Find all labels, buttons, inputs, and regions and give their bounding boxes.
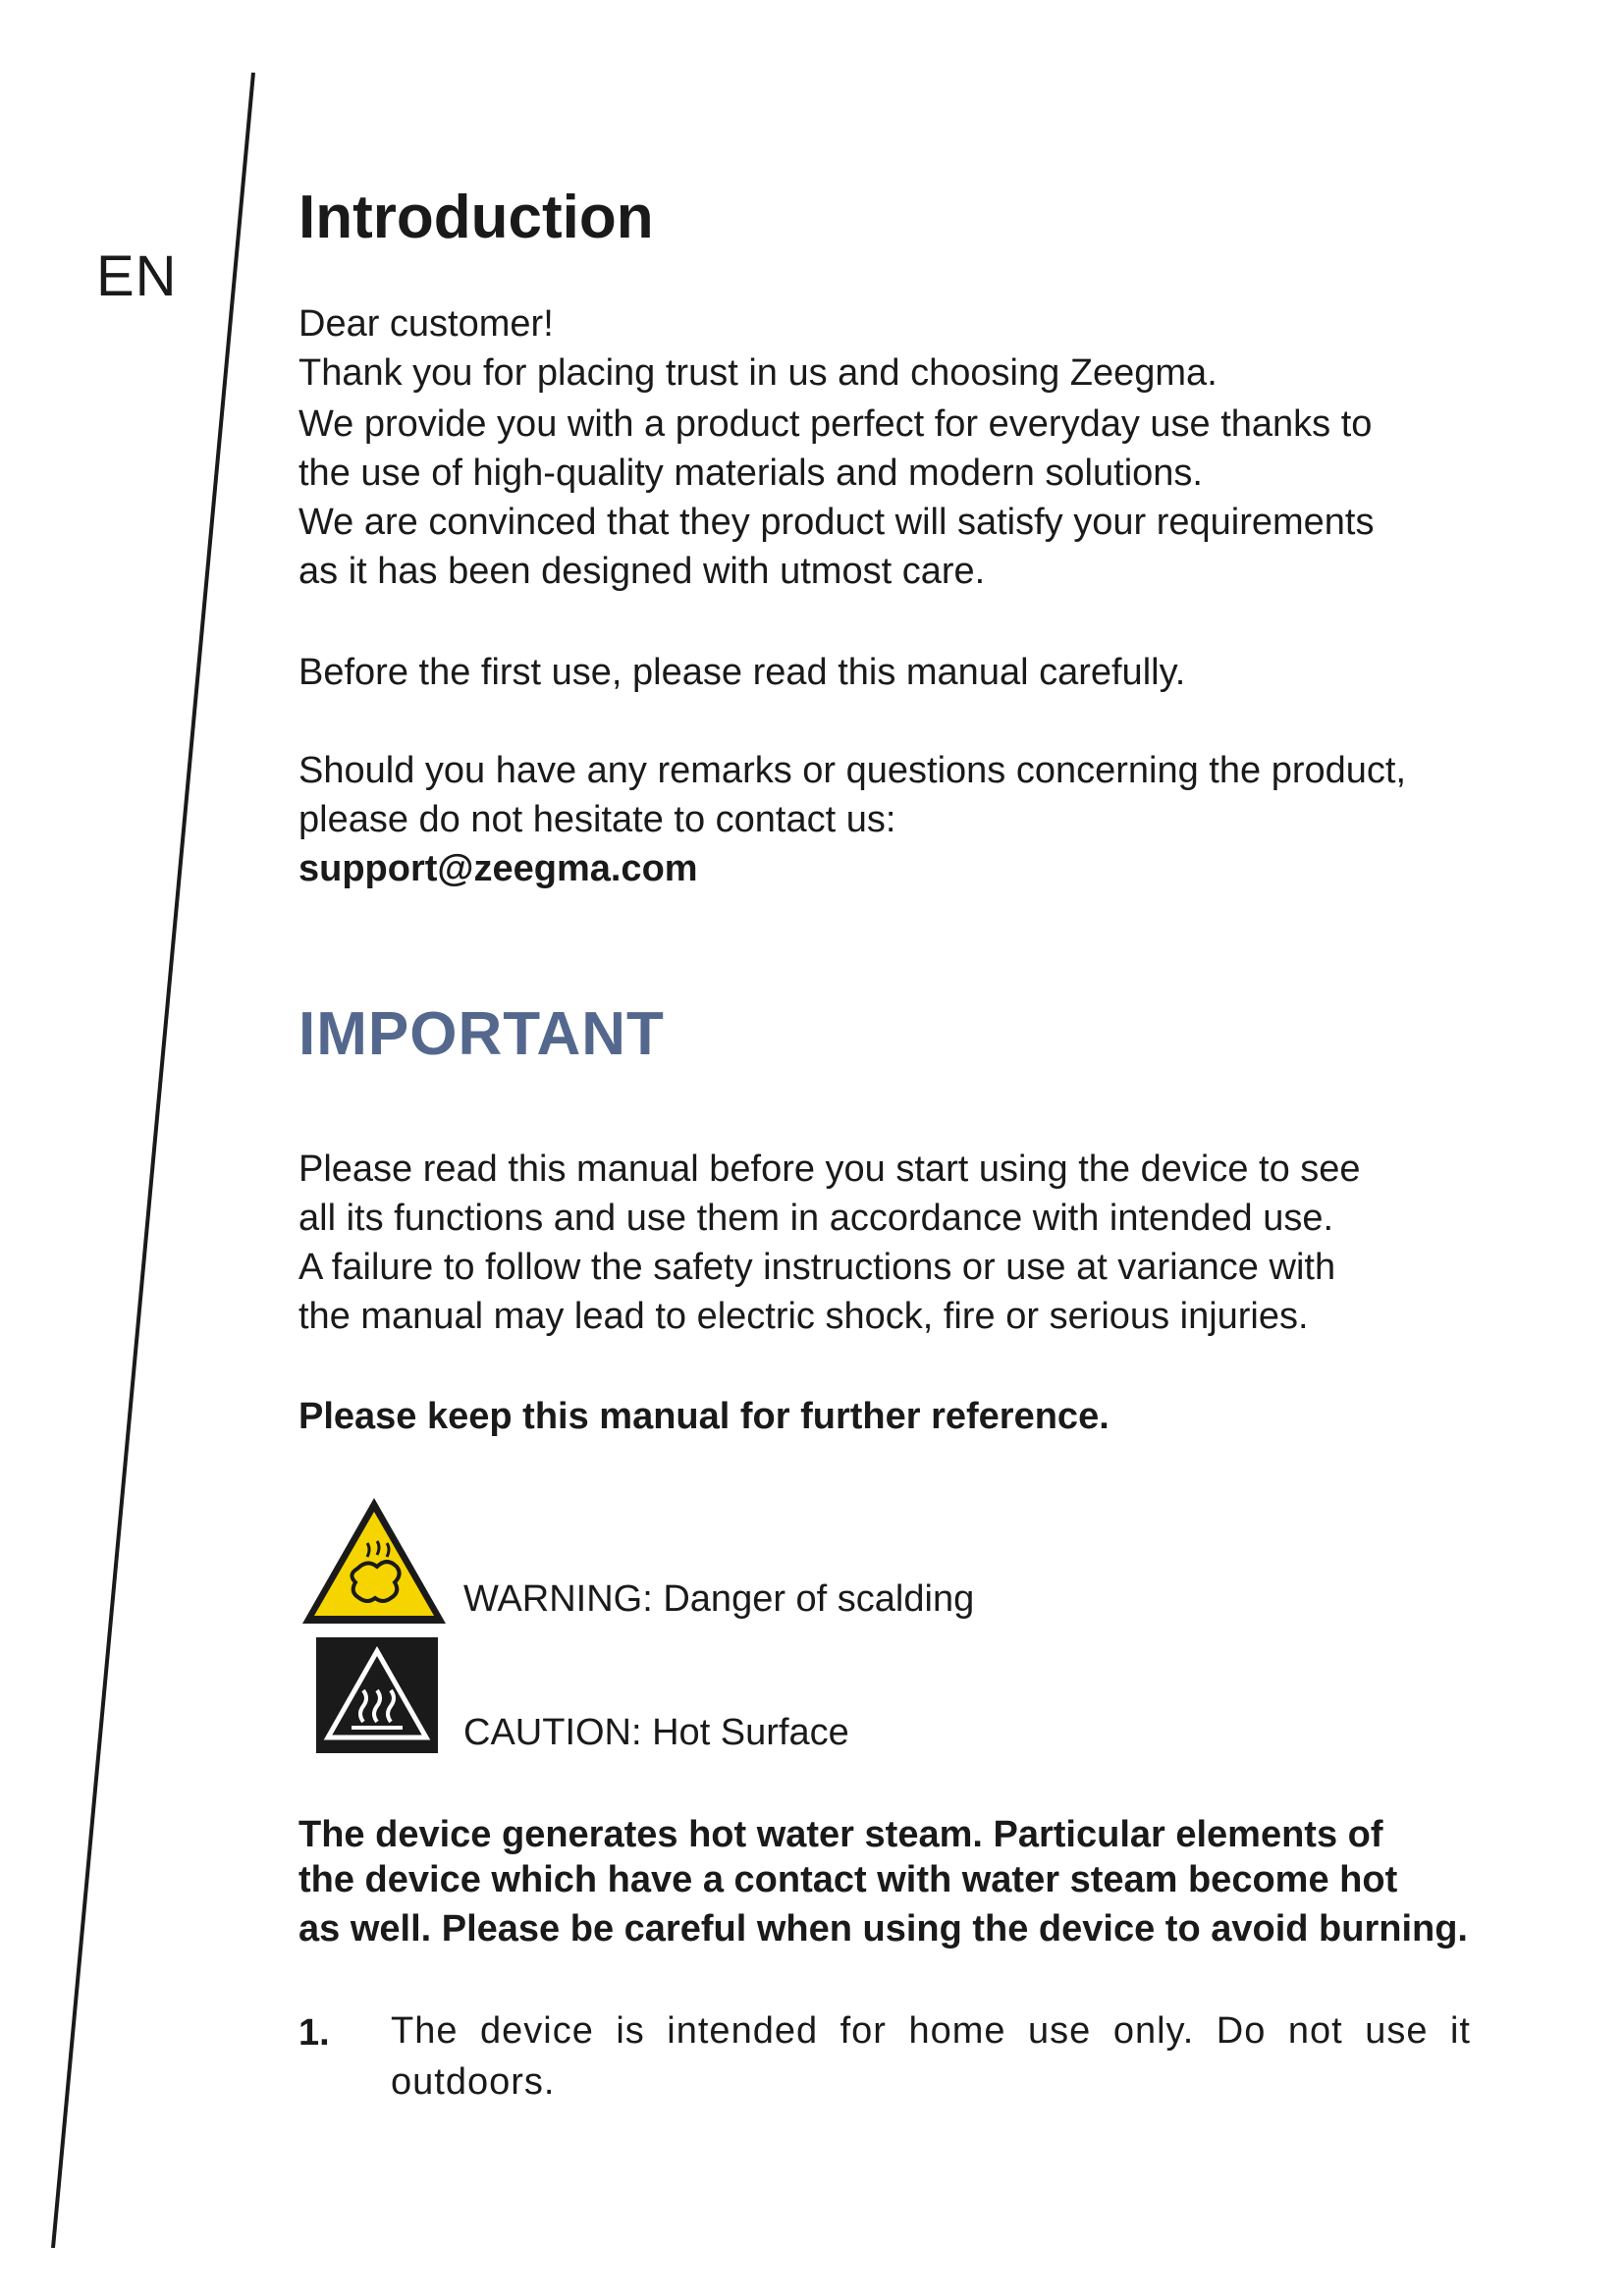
important-line: Please read this manual before you start using the device to see: [298, 1148, 1361, 1190]
intro-line: the use of high-quality materials and modern solutions.: [298, 453, 1203, 494]
list-item-number: 1.: [298, 2012, 330, 2054]
intro-line: as it has been designed with utmost care.: [298, 551, 986, 592]
intro-line: Dear customer!: [298, 303, 554, 345]
important-paragraph: [298, 1145, 1361, 1341]
steam-warning-line: The device generates hot water steam. Particular elements of: [298, 1814, 1383, 1855]
contact-line: Should you have any remarks or questions concerning the product,: [298, 750, 1406, 791]
steam-warning-paragraph: [298, 1810, 1468, 1953]
language-label: EN: [96, 244, 178, 308]
contact-paragraph: [298, 746, 1406, 893]
intro-paragraph: [298, 299, 1374, 596]
intro-line: We are convinced that they product will satisfy your requirements: [298, 502, 1375, 543]
scalding-warning-label: WARNING: Danger of scalding: [463, 1578, 975, 1620]
important-heading: IMPORTANT: [298, 1000, 665, 1068]
keep-manual-note: Please keep this manual for further reference.: [298, 1396, 1110, 1437]
introduction-heading: Introduction: [298, 184, 654, 251]
intro-line: Thank you for placing trust in us and choosing Zeegma.: [298, 352, 1218, 394]
hot-surface-label: CAUTION: Hot Surface: [463, 1712, 849, 1753]
intro-line: We provide you with a product perfect for everyday use thanks to: [298, 403, 1373, 445]
steam-warning-line: the device which have a contact with water steam become hot: [298, 1859, 1398, 1900]
list-item-text: The device is intended for home use only. Do not use it outdoors.: [391, 2010, 1471, 2103]
scalding-warning-icon: [298, 1492, 450, 1629]
read-first-note: Before the first use, please read this manual carefully.: [298, 652, 1186, 693]
steam-warning-line: as well. Please be careful when using the device to avoid burning.: [298, 1908, 1468, 1949]
important-line: the manual may lead to electric shock, fire or serious injuries.: [298, 1296, 1309, 1337]
support-email[interactable]: support@zeegma.com: [298, 848, 698, 889]
contact-line: please do not hesitate to contact us:: [298, 799, 896, 840]
important-line: A failure to follow the safety instructions or use at variance with: [298, 1247, 1336, 1288]
hot-surface-icon: [316, 1637, 438, 1753]
important-line: all its functions and use them in accordance with intended use.: [298, 1198, 1334, 1239]
